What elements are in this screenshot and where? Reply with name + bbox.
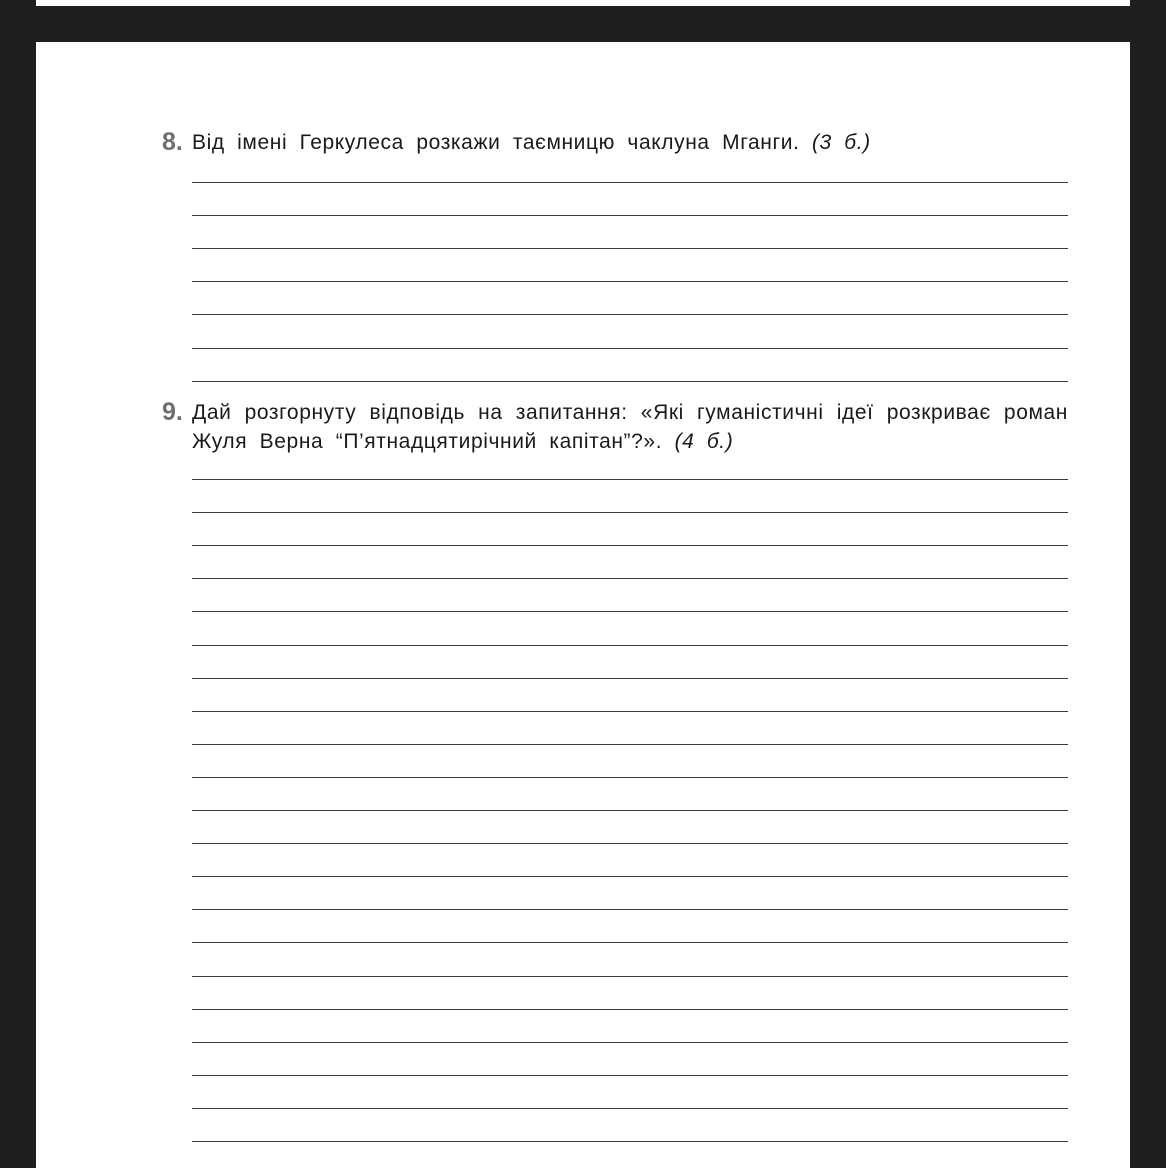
answer-line[interactable] (192, 182, 1068, 183)
question-number: 8. (162, 128, 183, 156)
answer-line[interactable] (192, 909, 1068, 910)
answer-line[interactable] (192, 348, 1068, 349)
answer-line[interactable] (192, 314, 1068, 315)
answer-line[interactable] (192, 611, 1068, 612)
answer-line[interactable] (192, 1042, 1068, 1043)
worksheet-page (36, 42, 1130, 1168)
question-prompt: Від імені Геркулеса розкажи таємницю чаклуна Мганги. (192, 131, 800, 154)
answer-line[interactable] (192, 479, 1068, 480)
answer-line[interactable] (192, 976, 1068, 977)
answer-line[interactable] (192, 1141, 1068, 1142)
question-points: (4 б.) (674, 430, 734, 453)
previous-page-edge (36, 0, 1130, 6)
question-text (192, 128, 1068, 157)
answer-line[interactable] (192, 711, 1068, 712)
answer-line[interactable] (192, 744, 1068, 745)
answer-line[interactable] (192, 281, 1068, 282)
question-prompt: Дай розгорнуту відповідь на запитання: «Які гуманістичні ідеї розкриває роман Жуля Верна “П’ятнадцятирічний капітан”?». (192, 401, 1068, 453)
answer-line[interactable] (192, 678, 1068, 679)
answer-line[interactable] (192, 381, 1068, 382)
answer-line[interactable] (192, 645, 1068, 646)
answer-line[interactable] (192, 578, 1068, 579)
answer-line[interactable] (192, 876, 1068, 877)
answer-line[interactable] (192, 512, 1068, 513)
question-number: 9. (162, 398, 183, 426)
question-points: (3 б.) (811, 131, 871, 154)
answer-line[interactable] (192, 942, 1068, 943)
answer-line[interactable] (192, 1108, 1068, 1109)
answer-line[interactable] (192, 1009, 1068, 1010)
answer-line[interactable] (192, 545, 1068, 546)
answer-line[interactable] (192, 810, 1068, 811)
answer-line[interactable] (192, 843, 1068, 844)
answer-line[interactable] (192, 248, 1068, 249)
question-text (192, 398, 1068, 456)
answer-line[interactable] (192, 215, 1068, 216)
answer-line[interactable] (192, 1075, 1068, 1076)
answer-line[interactable] (192, 777, 1068, 778)
